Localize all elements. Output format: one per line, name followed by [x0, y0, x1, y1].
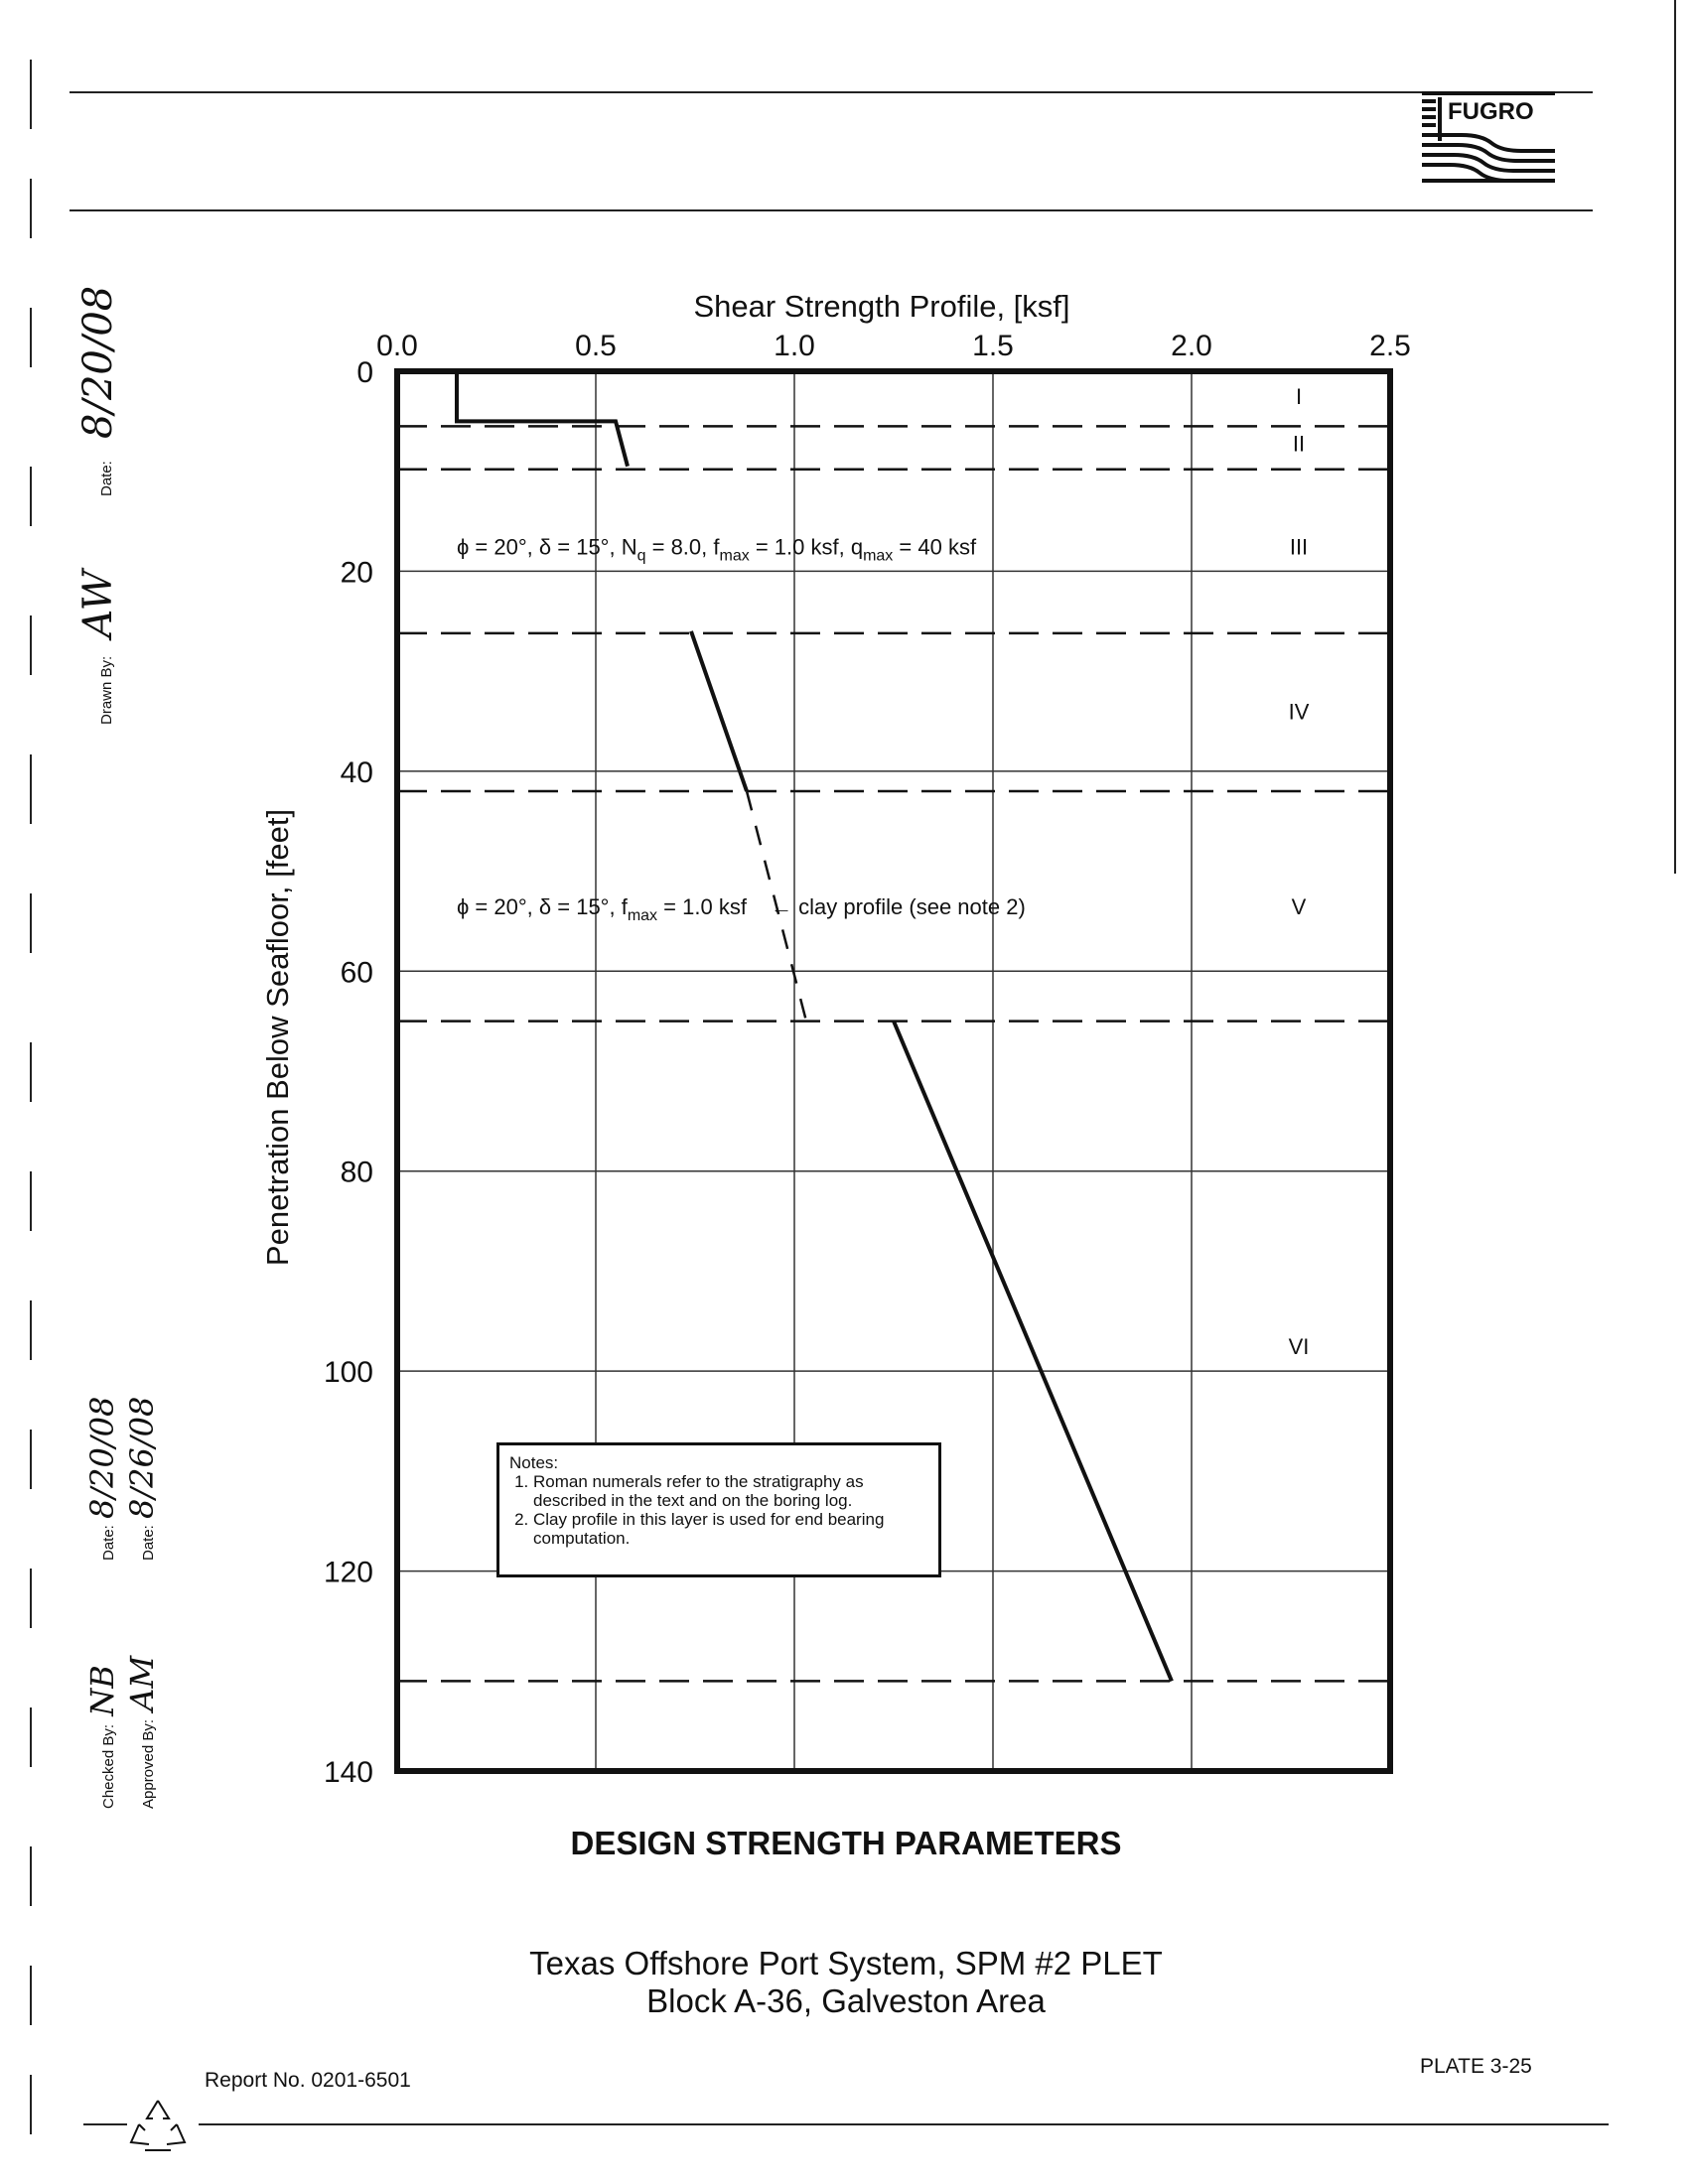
- drawn-by-label: Drawn By:: [98, 655, 115, 725]
- annotations: [457, 534, 1026, 924]
- layer-labels: [1289, 384, 1310, 1359]
- subtitle-line1: Texas Offshore Port System, SPM #2 PLET: [529, 1945, 1163, 1981]
- approved-date-label: Date:: [140, 1525, 157, 1561]
- note-item: 2. Clay profile in this layer is used for end bearing computation.: [533, 1510, 928, 1548]
- y-tick-label: 20: [340, 556, 373, 590]
- checked-date-value: 8/20/08: [83, 1396, 121, 1519]
- y-tick-label: 140: [323, 1756, 373, 1789]
- y-tick-label: 100: [323, 1356, 373, 1390]
- report-number: Report No. 0201-6501: [205, 2069, 411, 2092]
- x-tick-label: 1.0: [774, 330, 815, 362]
- note-item: 1. Roman numerals refer to the stratigraphy as described in the text and on the boring log.: [533, 1472, 928, 1510]
- y-tick-label: 80: [340, 1156, 373, 1189]
- y-axis-label: Penetration Below Seafloor, [feet]: [260, 808, 295, 1267]
- x-tick-label: 1.5: [972, 330, 1014, 362]
- checked-date-label: Date:: [100, 1525, 117, 1561]
- annotation-segment: ϕ = 20°, δ = 15°, f: [457, 893, 628, 919]
- annotation-segment: = 1.0 ksf, q: [749, 534, 864, 560]
- annotation-segment: = 8.0, f: [645, 534, 720, 560]
- approved-by-value: AM: [123, 1655, 161, 1711]
- logo-text: FUGRO: [1448, 98, 1534, 125]
- annotation-subscript: max: [719, 547, 750, 565]
- date-value: 8/20/08: [75, 285, 121, 439]
- layer-label: II: [1292, 431, 1306, 457]
- chart-title: Shear Strength Profile, [ksf]: [693, 289, 1070, 324]
- annotation-segment: = 40 ksf: [893, 534, 977, 560]
- annotation-subscript: max: [863, 547, 894, 565]
- strength-profile-line: [457, 371, 628, 467]
- notes-list: [509, 1472, 928, 1548]
- annotation-text: ← clay profile (see note 2): [771, 893, 1026, 919]
- approved-date-value: 8/26/08: [123, 1396, 161, 1519]
- layer-label: VI: [1288, 1333, 1310, 1359]
- subtitle-line2: Block A-36, Galveston Area: [646, 1982, 1046, 2019]
- notes-box: [496, 1442, 941, 1577]
- layer-label: I: [1295, 384, 1303, 410]
- strength-profile-line: [691, 631, 747, 791]
- x-tick-label: 2.0: [1171, 330, 1212, 362]
- x-tick-label: 2.5: [1369, 330, 1411, 362]
- layer-label: V: [1291, 893, 1307, 919]
- annotation-subscript: max: [627, 906, 658, 924]
- checked-by-label: Checked By:: [100, 1723, 117, 1809]
- approved-by-label: Approved By:: [140, 1718, 157, 1809]
- x-tick-label: 0.5: [575, 330, 617, 362]
- strength-profile-line: [894, 1022, 1172, 1682]
- main-title: DESIGN STRENGTH PARAMETERS: [570, 1825, 1122, 1861]
- y-tick-label: 60: [340, 956, 373, 990]
- y-tick-label: 120: [323, 1556, 373, 1589]
- recycle-icon: [127, 2097, 189, 2156]
- checked-by-value: NB: [83, 1665, 121, 1716]
- plate-number: PLATE 3-25: [1420, 2055, 1532, 2078]
- drawn-by-value: AW: [75, 570, 121, 638]
- layer-label: IV: [1288, 699, 1310, 725]
- notes-heading: Notes:: [509, 1453, 559, 1472]
- x-tick-label: 0.0: [376, 330, 418, 362]
- layer-label: III: [1289, 534, 1309, 560]
- annotation-text: [457, 534, 977, 564]
- annotation-segment: ϕ = 20°, δ = 15°, N: [457, 534, 637, 560]
- y-tick-label: 0: [356, 356, 373, 389]
- date-label: Date:: [98, 461, 115, 496]
- annotation-segment: = 1.0 ksf: [657, 893, 747, 919]
- annotation-subscript: q: [636, 547, 646, 565]
- y-tick-label: 40: [340, 755, 373, 789]
- annotation-text: [457, 894, 748, 924]
